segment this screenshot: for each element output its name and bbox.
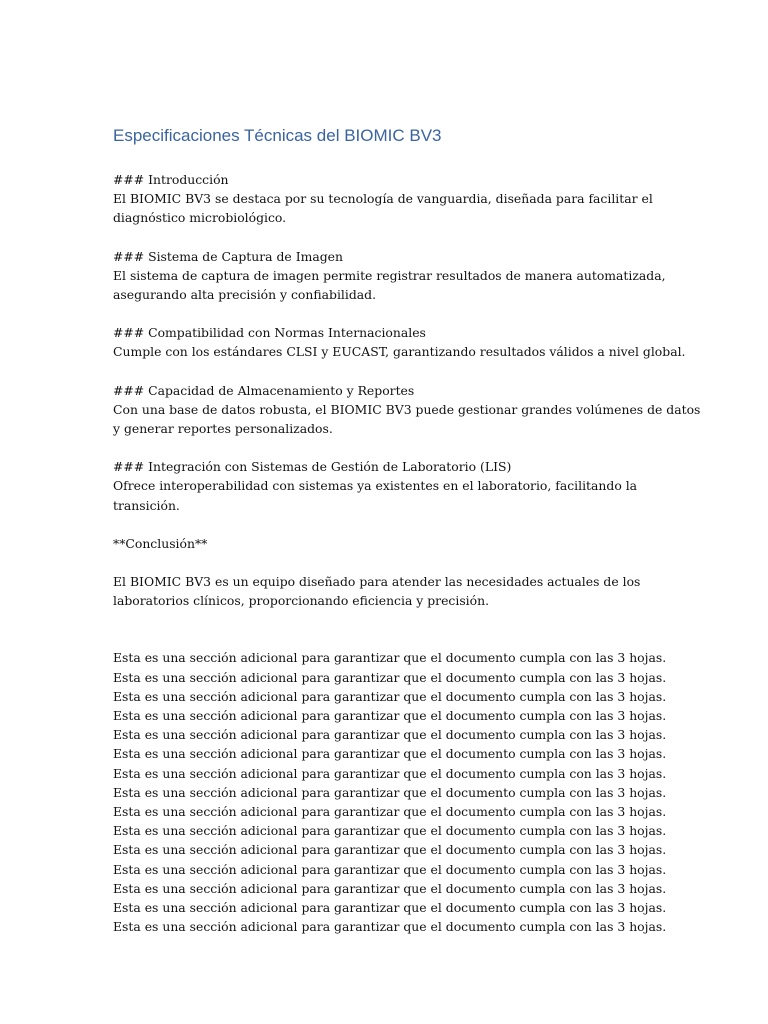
- additional-line: Esta es una sección adicional para garantizar que el documento cumpla con las 3 hojas.: [113, 765, 667, 781]
- additional-line: Esta es una sección adicional para garantizar que el documento cumpla con las 3 hojas.: [113, 823, 667, 839]
- section-text-line: transición.: [113, 497, 180, 513]
- additional-line: Esta es una sección adicional para garantizar que el documento cumpla con las 3 hojas.: [113, 708, 667, 724]
- section-compatibilidad: [113, 323, 686, 361]
- section-text-line: y generar reportes personalizados.: [113, 421, 333, 437]
- conclusion-text: [113, 572, 673, 610]
- additional-line: Esta es una sección adicional para garantizar que el documento cumpla con las 3 hojas.: [113, 727, 667, 743]
- section-heading: ### Compatibilidad con Normas Internacionales: [113, 325, 426, 341]
- additional-line: Esta es una sección adicional para garantizar que el documento cumpla con las 3 hojas.: [113, 880, 667, 896]
- additional-line: Esta es una sección adicional para garantizar que el documento cumpla con las 3 hojas.: [113, 842, 667, 858]
- additional-line: Esta es una sección adicional para garantizar que el documento cumpla con las 3 hojas.: [113, 784, 667, 800]
- conclusion-heading: **Conclusión**: [113, 535, 208, 551]
- section-text-line: Ofrece interoperabilidad con sistemas ya existentes en el laboratorio, facilitando la: [113, 478, 638, 494]
- additional-section: [113, 648, 673, 936]
- additional-line: Esta es una sección adicional para garantizar que el documento cumpla con las 3 hojas.: [113, 688, 667, 704]
- section-heading: ### Capacidad de Almacenamiento y Reportes: [113, 382, 415, 398]
- section-text-line: Cumple con los estándares CLSI y EUCAST, garantizando resultados válidos a nivel global.: [113, 344, 686, 360]
- additional-line: Esta es una sección adicional para garantizar que el documento cumpla con las 3 hojas.: [113, 669, 667, 685]
- section-captura-imagen: [113, 247, 673, 305]
- section-text-line: El BIOMIC BV3 se destaca por su tecnología de vanguardia, diseñada para facilitar el: [113, 191, 653, 207]
- additional-line: Esta es una sección adicional para garantizar que el documento cumpla con las 3 hojas.: [113, 746, 667, 762]
- additional-line: Esta es una sección adicional para garantizar que el documento cumpla con las 3 hojas.: [113, 861, 667, 877]
- additional-line: Esta es una sección adicional para garantizar que el documento cumpla con las 3 hojas.: [113, 919, 667, 935]
- additional-line: Esta es una sección adicional para garantizar que el documento cumpla con las 3 hojas.: [113, 804, 667, 820]
- document-body: [113, 124, 701, 937]
- section-heading: ### Introducción: [113, 172, 229, 187]
- section-integracion-lis: [113, 457, 673, 515]
- section-text-line: asegurando alta precisión y confiabilidad.: [113, 287, 377, 303]
- section-heading: ### Sistema de Captura de Imagen: [113, 248, 343, 264]
- section-almacenamiento: [113, 381, 701, 439]
- section-introduccion: [113, 170, 673, 228]
- section-text-line: El sistema de captura de imagen permite registrar resultados de manera automatizada,: [113, 267, 666, 283]
- conclusion-text-line: laboratorios clínicos, proporcionando eficiencia y precisión.: [113, 593, 490, 609]
- section-text-line: Con una base de datos robusta, el BIOMIC BV3 puede gestionar grandes volúmenes de datos: [113, 401, 701, 417]
- additional-line: Esta es una sección adicional para garantizar que el documento cumpla con las 3 hojas.: [113, 650, 667, 666]
- section-text-line: diagnóstico microbiológico.: [113, 210, 287, 226]
- document-title: Especificaciones Técnicas del BIOMIC BV3: [113, 126, 442, 145]
- section-heading: ### Integración con Sistemas de Gestión de Laboratorio (LIS): [113, 459, 512, 475]
- conclusion-text-line: El BIOMIC BV3 es un equipo diseñado para atender las necesidades actuales de los: [113, 574, 641, 590]
- additional-line: Esta es una sección adicional para garantizar que el documento cumpla con las 3 hojas.: [113, 900, 667, 916]
